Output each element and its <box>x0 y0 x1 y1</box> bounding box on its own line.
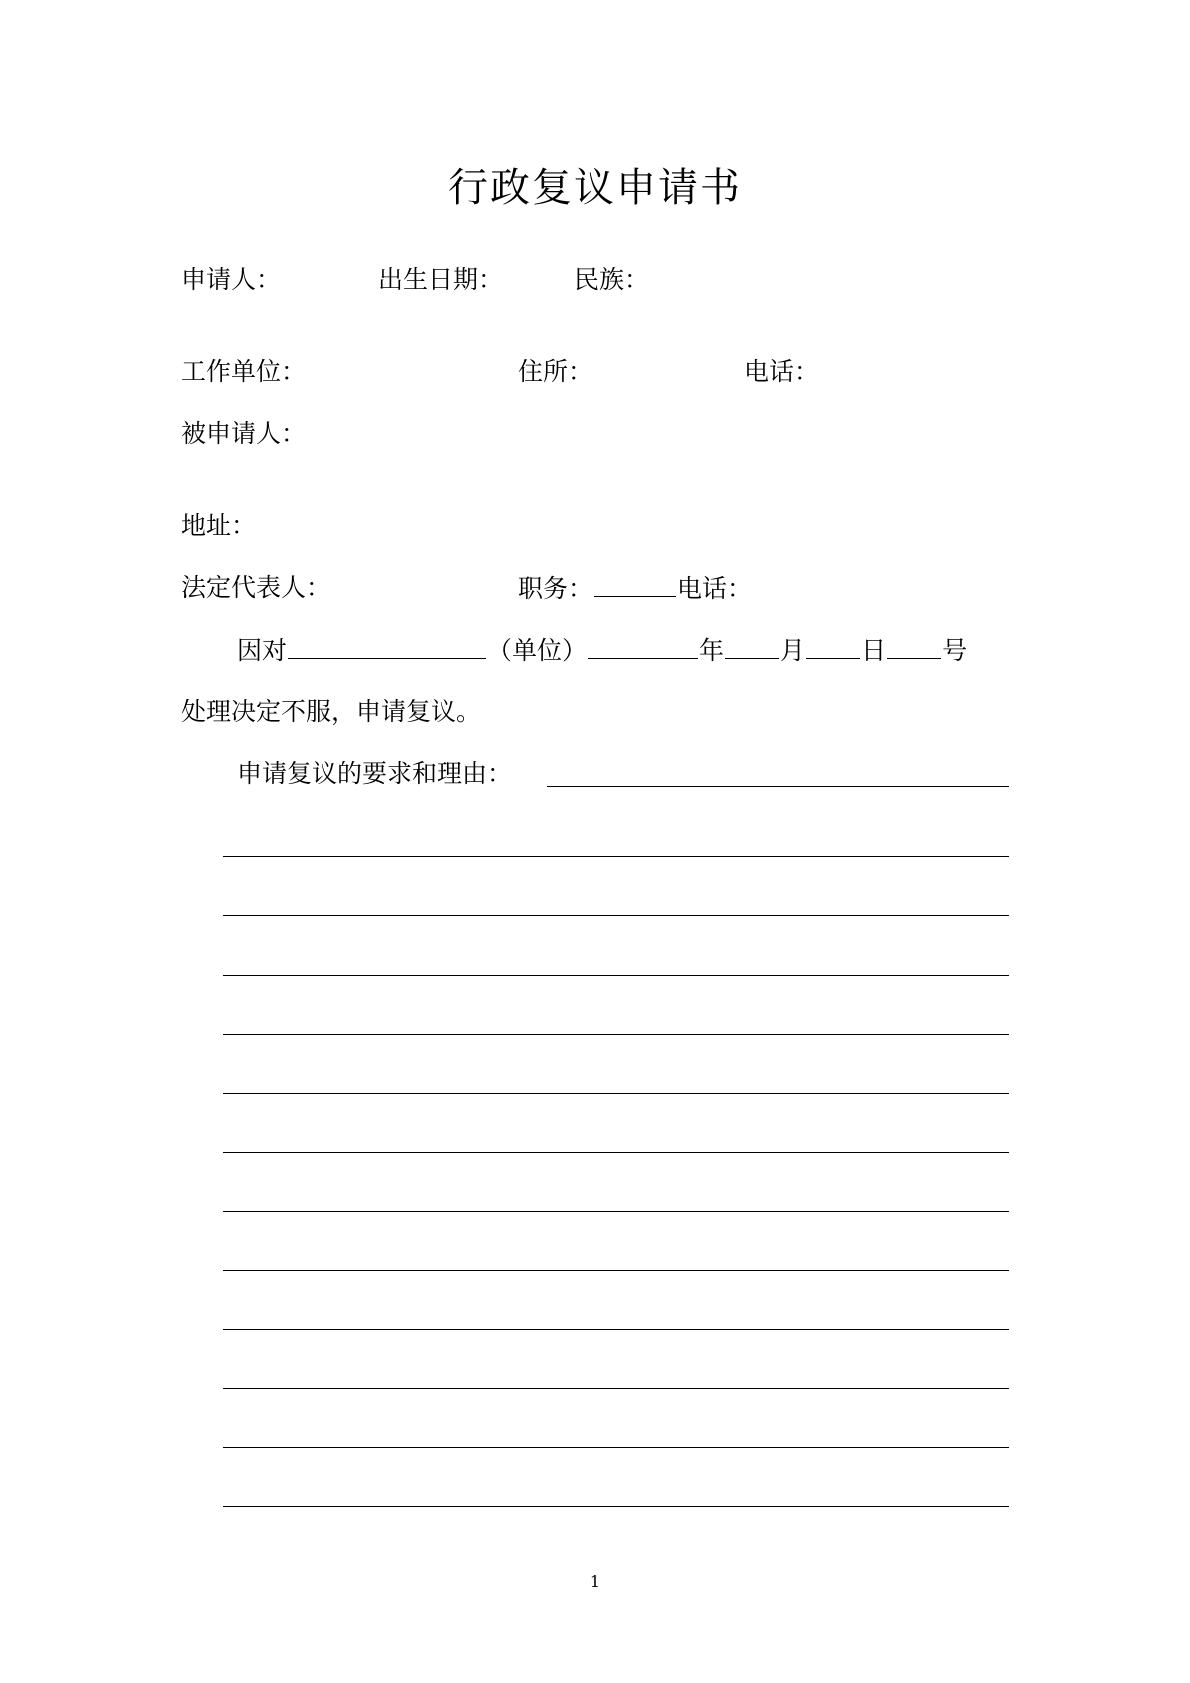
writing-line <box>223 1388 1009 1389</box>
ethnicity-label: 民族： <box>574 265 650 294</box>
day-blank <box>806 632 860 659</box>
writing-line <box>223 1506 1009 1507</box>
year-label: 年 <box>699 636 725 665</box>
reason-first-line <box>547 786 1009 787</box>
decision-row <box>237 632 967 668</box>
position-label: 职务： <box>518 574 594 603</box>
reason-row <box>237 756 512 792</box>
phone-label-2: 电话： <box>677 574 753 603</box>
phone-label: 电话： <box>744 357 820 386</box>
day-label: 日 <box>861 636 887 665</box>
writing-line <box>223 1093 1009 1094</box>
residence-label: 住所： <box>518 357 594 386</box>
birth-date-label: 出生日期： <box>378 265 504 294</box>
legal-rep-label: 法定代表人： <box>181 573 332 602</box>
decision-subject-blank <box>288 632 486 659</box>
because-prefix: 因对 <box>237 636 288 665</box>
reason-label: 申请复议的要求和理由： <box>237 759 513 788</box>
document-title: 行政复议申请书 <box>448 165 742 211</box>
month-blank <box>725 632 779 659</box>
applicant-label: 申请人： <box>181 265 282 294</box>
year-blank <box>588 632 698 659</box>
page-number: 1 <box>589 1572 601 1591</box>
writing-line <box>223 1270 1009 1271</box>
writing-line <box>223 856 1009 857</box>
month-label: 月 <box>780 636 806 665</box>
writing-line <box>223 1152 1009 1153</box>
writing-line <box>223 1447 1009 1448</box>
writing-line <box>223 975 1009 976</box>
respondent-label: 被申请人： <box>181 419 307 448</box>
position-blank <box>594 570 676 597</box>
number-label: 号 <box>942 636 968 665</box>
writing-line <box>223 1329 1009 1330</box>
position-field <box>518 570 752 607</box>
writing-line <box>223 1034 1009 1035</box>
writing-line <box>223 915 1009 916</box>
workplace-label: 工作单位： <box>181 357 307 386</box>
unit-label: （单位） <box>487 636 588 665</box>
address-label: 地址： <box>181 511 257 540</box>
decision-text: 处理决定不服，申请复议。 <box>181 697 482 726</box>
number-blank <box>887 632 941 659</box>
writing-line <box>223 1211 1009 1212</box>
